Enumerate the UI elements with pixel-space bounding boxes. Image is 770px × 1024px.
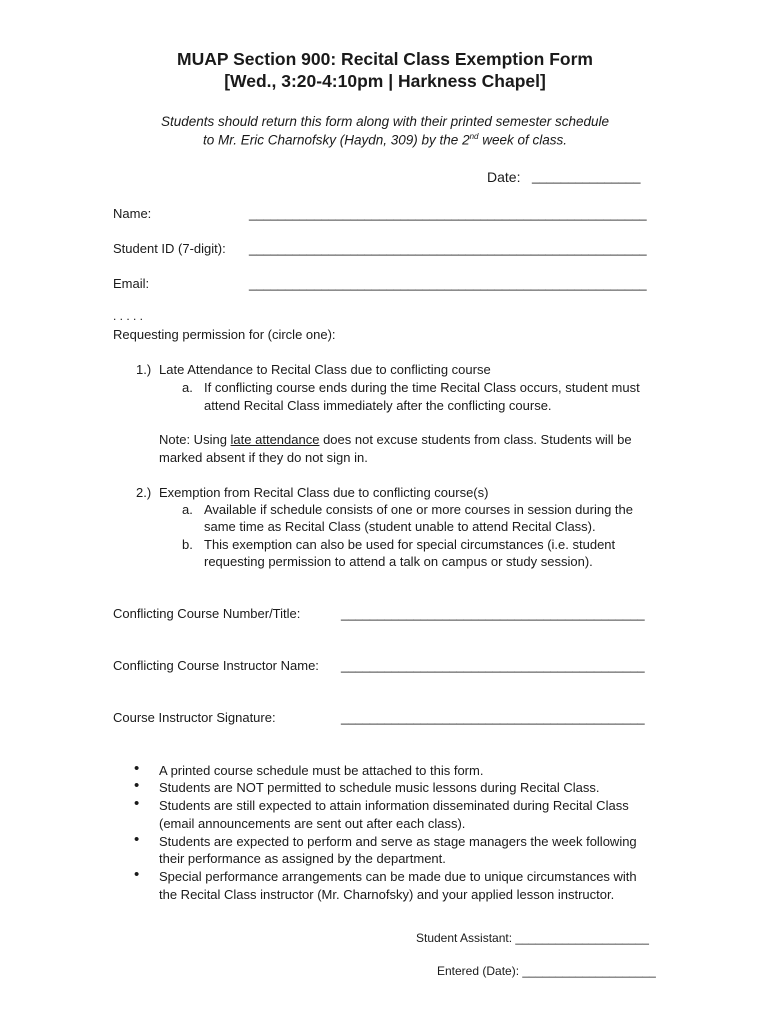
bullet-4: Students are expected to perform and serve as stage managers the week following	[159, 834, 637, 849]
bullet-3-marker: •	[134, 795, 140, 812]
conflicting-course-label: Conflicting Course Number/Title:	[113, 606, 301, 621]
bullet-2: Students are NOT permitted to schedule music lessons during Recital Class.	[159, 780, 600, 795]
email-label: Email:	[113, 276, 150, 291]
option-2b-line-1: This exemption can also be used for special circumstances (i.e. student	[204, 537, 616, 552]
option-2b-line-2: requesting permission to attend a talk on campus or study session).	[204, 554, 593, 569]
option-2-text: Exemption from Recital Class due to conflicting course(s)	[159, 485, 489, 500]
name-line[interactable]: _______________________________________________________	[249, 206, 647, 221]
student-id-label: Student ID (7-digit):	[113, 241, 226, 256]
option-2b-letter: b.	[182, 537, 193, 552]
intro-line-2: to Mr. Eric Charnofsky (Haydn, 309) by the 2nd week of class.	[202, 132, 568, 148]
option-2a-letter: a.	[182, 502, 193, 517]
name-label: Name:	[113, 206, 152, 221]
form-title: MUAP Section 900: Recital Class Exemption Form	[177, 49, 593, 69]
bullet-4-marker: •	[134, 831, 140, 848]
dots-separator: . . . . .	[113, 309, 144, 323]
student-assistant-field[interactable]: Student Assistant: ____________________	[416, 931, 649, 945]
conflicting-course-line[interactable]: __________________________________________	[341, 606, 645, 621]
instructor-name-line[interactable]: __________________________________________	[341, 658, 645, 673]
bullet-1-marker: •	[134, 760, 140, 777]
option-2a-line-2: same time as Recital Class (student unable to attend Recital Class).	[204, 519, 596, 534]
bullet-5-continued: the Recital Class instructor (Mr. Charnofsky) and your applied lesson instructor.	[159, 887, 615, 902]
bullet-3-continued: (email announcements are sent out after each class).	[159, 816, 466, 831]
option-1-note-line-2: marked absent if they do not sign in.	[159, 450, 368, 465]
option-1a-line-2: attend Recital Class immediately after the conflicting course.	[204, 398, 552, 413]
bullet-2-marker: •	[134, 777, 140, 794]
intro-line-1: Students should return this form along with their printed semester schedule	[161, 114, 609, 129]
bullet-4-continued: their performance as assigned by the department.	[159, 851, 446, 866]
instructor-name-label: Conflicting Course Instructor Name:	[113, 658, 319, 673]
bullet-5-marker: •	[134, 866, 140, 883]
bullet-3: Students are still expected to attain information disseminated during Recital Class	[159, 798, 629, 813]
option-2a-line-1: Available if schedule consists of one or more courses in session during the	[204, 502, 633, 517]
form-subtitle: [Wed., 3:20-4:10pm | Harkness Chapel]	[224, 71, 546, 91]
email-line[interactable]: _______________________________________________________	[249, 276, 647, 291]
bullet-1: A printed course schedule must be attached to this form.	[159, 763, 484, 778]
date-line[interactable]: _______________	[532, 169, 641, 184]
option-1a-letter: a.	[182, 380, 193, 395]
request-label: Requesting permission for (circle one):	[113, 327, 336, 342]
option-2-number: 2.)	[136, 485, 152, 500]
date-label: Date:	[487, 169, 521, 185]
instructor-signature-label: Course Instructor Signature:	[113, 710, 276, 725]
option-1-number: 1.)	[136, 362, 152, 377]
option-1-text: Late Attendance to Recital Class due to conflicting course	[159, 362, 491, 377]
student-id-line[interactable]: _______________________________________________________	[249, 241, 647, 256]
entered-date-field[interactable]: Entered (Date): ____________________	[437, 964, 656, 978]
bullet-5: Special performance arrangements can be made due to unique circumstances with	[159, 869, 637, 884]
instructor-signature-line[interactable]: __________________________________________	[341, 710, 645, 725]
option-1-note: Note: Using late attendance does not excuse students from class. Students will be	[159, 432, 632, 447]
option-1a-line-1: If conflicting course ends during the time Recital Class occurs, student must	[204, 380, 640, 395]
